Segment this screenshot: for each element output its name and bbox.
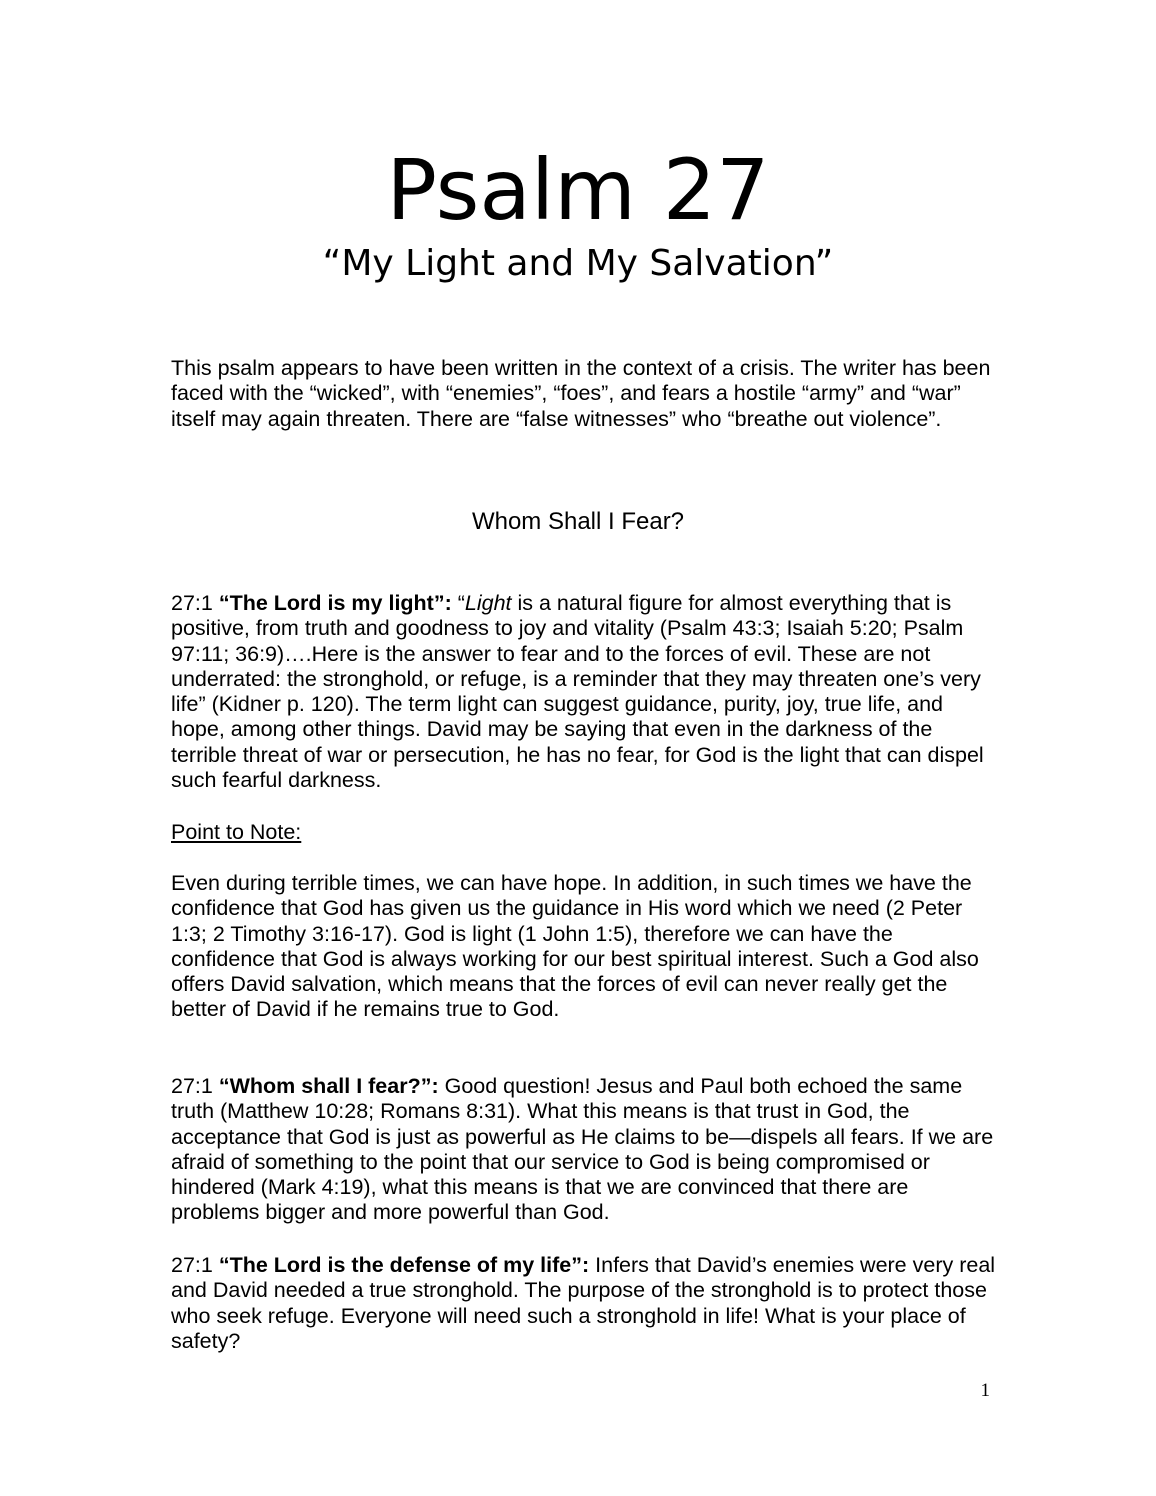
italic-word: Light <box>464 591 512 615</box>
verse-paragraph-light <box>171 591 1001 793</box>
page-subtitle: “My Light and My Salvation” <box>322 243 834 284</box>
point-label-text: Point to Note: <box>171 820 302 844</box>
verse-lead: “The Lord is the defense of my life”: <box>218 1253 590 1277</box>
verse-ref: 27:1 <box>171 1074 219 1098</box>
verse-body: Good question! Jesus and Paul both echoed the same truth (Matthew 10:28; Romans 8:31). What this means is that trust in God, the acceptance that God is just as powerful as He claims to be—dispels all fears. If we are afraid of something to the point that our service to God is being compromised or hindered (Mark 4:19), what this means is that we are convinced that there are problems bigger and more powerful than God. <box>171 1074 994 1225</box>
verse-ref: 27:1 <box>171 1253 219 1277</box>
verse-ref: 27:1 <box>171 591 219 615</box>
verse-body: Infers that David’s enemies were very real and David needed a true stronghold. The purpose of the stronghold is to protect those who seek refuge. Everyone will need such a stronghold in life! What is your place of safety? <box>171 1253 996 1353</box>
section-heading: Whom Shall I Fear? <box>471 508 685 535</box>
point-to-note-label <box>171 820 1001 845</box>
verse-lead: “The Lord is my light”: <box>218 591 452 615</box>
verse-lead: “Whom shall I fear?”: <box>218 1074 439 1098</box>
verse-paragraph-fear <box>171 1074 1001 1226</box>
open-quote: “ <box>451 591 465 615</box>
verse-body: is a natural figure for almost everything that is positive, from truth and goodness to joy and vitality (Psalm 43:3; Isaiah 5:20; Psalm 97:11; 36:9)….Here is the answer to fear and to the forces of evil. These are not underrated: the stronghold, or refuge, is a reminder that they may threaten one’s very life” (Kidner p. 120). The term light can suggest guidance, purity, joy, true life, and hope, among other things. David may be saying that even in the darkness of the terrible threat of war or persecution, he has no fear, for God is the light that can dispel such fearful darkness. <box>171 591 984 793</box>
intro-paragraph: This psalm appears to have been written in the context of a crisis. The writer has been faced with the “wicked”, with “enemies”, “foes”, and fears a hostile “army” and “war” itself may again threaten. There are “false witnesses” who “breathe out violence”. <box>171 356 991 431</box>
page-title: Psalm 27 <box>386 141 770 239</box>
point-to-note-paragraph: Even during terrible times, we can have hope. In addition, in such times we have the confidence that God has given us the guidance in His word which we need (2 Peter 1:3; 2 Timothy 3:16-17). God is light (1 John 1:5), therefore we can have the confidence that God is always working for our best spiritual interest. Such a God also offers David salvation, which means that the forces of evil can never really get the better of David if he remains true to God. <box>171 871 979 1022</box>
page-number: 1 <box>980 1380 990 1401</box>
verse-paragraph-defense <box>171 1253 1001 1354</box>
